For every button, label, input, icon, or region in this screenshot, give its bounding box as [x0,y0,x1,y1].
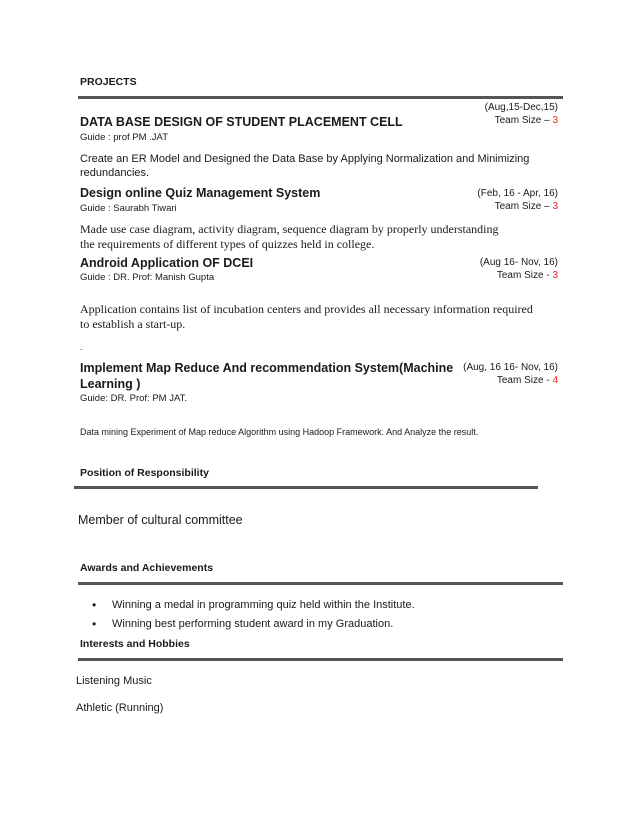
project-4-title-line-2: Learning ) [80,377,141,391]
bullet-icon: • [92,598,97,612]
project-4-description: Data mining Experiment of Map reduce Algorithm using Hadoop Framework. And Analyze the result. [80,427,479,437]
project-2-guide: Guide : Saurabh Tiwari [80,203,177,214]
project-3-title: Android Application OF DCEI [80,256,254,270]
awards-divider [78,582,563,585]
project-2-description: Made use case diagram, activity diagram, sequence diagram by properly understanding the requirements of different types of quizzes held in college. [80,222,499,251]
responsibility-divider [74,486,538,489]
list-item [90,617,415,636]
project-2-title: Design online Quiz Management System [80,186,321,200]
team-size-value: 3 [552,270,558,281]
award-text: Winning best performing student award in my Graduation. [112,618,394,630]
bullet-icon: • [92,617,97,631]
projects-divider [78,96,563,99]
list-item [90,598,415,617]
interest-item: Listening Music [76,675,152,687]
team-size-label: Team Size – [494,201,553,212]
project-1-guide: Guide : prof PM .JAT [80,132,168,143]
project-3-description: Application contains list of incubation centers and provides all necessary information required to establish a start-up. [80,302,533,331]
project-1-description: Create an ER Model and Designed the Data Base by Applying Normalization and Minimizing redundancies. [80,153,530,179]
team-size-label: Team Size - [496,375,553,386]
responsibility-text: Member of cultural committee [78,513,243,527]
project-3-guide: Guide : DR. Prof: Manish Gupta [80,272,215,283]
team-size-value: 3 [552,201,558,212]
project-4-title-line-1: Implement Map Reduce And recommendation System(Machine [80,361,454,375]
project-1-title: DATA BASE DESIGN OF STUDENT PLACEMENT CELL [80,115,403,129]
project-3-dates: (Aug 16- Nov, 16) [479,257,558,268]
project-2-team [495,200,558,213]
project-1-team [495,114,558,127]
project-1-dates: (Aug,15-Dec,15) [484,102,558,113]
projects-heading: PROJECTS [80,76,137,88]
team-size-label: Team Size – [494,115,553,126]
awards-heading: Awards and Achievements [80,562,214,574]
project-4-team [497,374,558,387]
responsibility-heading: Position of Responsibility [80,467,209,479]
project-4-dates: (Aug, 16 16- Nov, 16) [463,362,558,373]
award-text: Winning a medal in programming quiz held within the Institute. [112,599,415,611]
awards-list [90,598,415,636]
interest-item: Athletic (Running) [76,702,164,714]
interests-heading: Interests and Hobbies [80,638,190,650]
project-3-trailing-mark: . [80,342,83,352]
project-2-dates: (Feb, 16 - Apr, 16) [477,188,558,199]
team-size-value: 4 [552,375,558,386]
interests-divider [78,658,563,661]
team-size-label: Team Size - [496,270,553,281]
project-3-team [497,269,558,282]
team-size-value: 3 [552,115,558,126]
project-4-guide: Guide: DR. Prof: PM JAT. [80,393,187,404]
